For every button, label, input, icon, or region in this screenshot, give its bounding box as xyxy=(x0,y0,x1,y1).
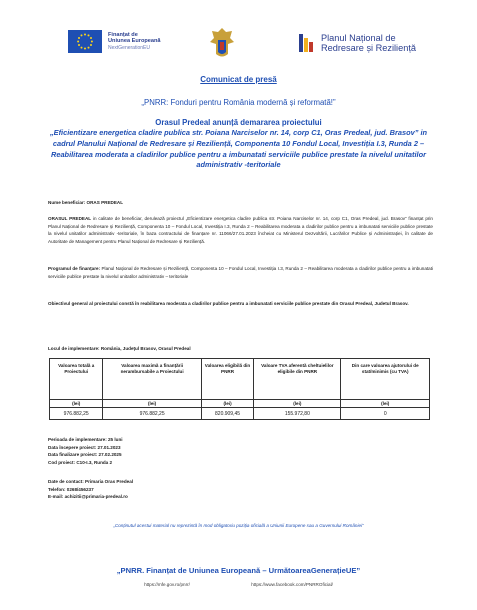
eu-logo-line1: Finanțat de xyxy=(108,31,138,38)
table-header-cell: Din care valoarea ajutorului de stat/minimis (cu TVA) xyxy=(341,359,430,400)
table-value-cell: 976.882,25 xyxy=(103,408,201,420)
table-header-cell: Valoarea eligibilă din PNRR xyxy=(201,359,253,400)
pnrr-logo-line1: Planul Național de xyxy=(321,33,396,43)
general-objective: Obiectivul general al proiectului constă în reabilitarea moderata a cladirilor publice pentru a imbunatati serviciile publice prestate din Orasul Predeal, Judetul Brasov. xyxy=(48,301,409,306)
beneficiary-name: Nume beneficiar: ORAS PREDEAL xyxy=(48,200,124,205)
table-value-cell: 0 xyxy=(341,408,430,420)
eu-logo-text xyxy=(108,32,161,52)
project-announcement: Orasul Predeal anunță demararea proiectului xyxy=(155,118,322,127)
eu-logo-line3: NextGenerationEU xyxy=(108,44,150,51)
pnrr-slogan: „PNRR: Fonduri pentru România modernă și reformată!” xyxy=(141,98,336,107)
contact-phone: Telefon: 0268/456237 xyxy=(48,486,94,492)
table-header-cell: Valoarea maximă a finanțării nerambursabile a Proiectului xyxy=(103,359,201,400)
romania-coat-of-arms-icon xyxy=(208,26,236,60)
table-unit-cell: (lei) xyxy=(341,400,430,408)
period-end-date: Data finalizare proiect: 27.02.2025 xyxy=(48,452,122,458)
contact-name: Date de contact: Primaria Oras Predeal xyxy=(48,479,134,484)
eu-logo-line2: Uniunea Europeană xyxy=(108,38,161,45)
pnrr-logo-line2: Redresare și Reziliență xyxy=(321,43,416,53)
table-unit-cell: (lei) xyxy=(254,400,341,408)
mfe-link[interactable]: https://mfe.gov.ro/pnrr/ xyxy=(144,582,190,587)
beneficiary-text: in calitate de beneficiar, derulează proiectul „Eficientizare energetica cladire publica str. Poiana Narciselor nr. 14, corp C1, Oras Predeal, jud. Brasov” finanțat prin Planul Național de Redresare și Reziliență, Componenta 10 – Fondul Local, Investiția I.3, Runda 2 – Reabilitarea moderata a cladirilor publice pentru a imbunatati serviciile publice prestate la nivelul unitatilor administrativ -teritoriale, în baza contractului de finanțare nr. 11066/27.01.2023 încheiat cu Ministerul Dezvoltării, Lucrărilor Publice și Administrației, în calitate de Autoritate de Management pentru Planul Național de Redresare și Reziliență. xyxy=(48,216,433,244)
contact-details xyxy=(48,478,433,501)
table-header-cell: Valoare TVA aferentă cheltuielilor eligibile din PNRR xyxy=(254,359,341,400)
logo-header xyxy=(0,26,477,62)
table-value-cell: 155.972,80 xyxy=(254,408,341,420)
table-row xyxy=(50,408,430,420)
contact-email: E-mail: achizitii@primaria-predeal.ro xyxy=(48,494,128,500)
table-unit-row xyxy=(50,400,430,408)
table-header-cell: Valoarea totală a Proiectului xyxy=(50,359,103,400)
eu-funding-logo xyxy=(68,30,161,53)
implementation-period xyxy=(48,436,433,466)
table-value-cell: 976.882,25 xyxy=(50,408,103,420)
project-title: „Eficientizare energetica cladire publica str. Poiana Narciselor nr. 14, corp C1, Oras Predeal, jud. Brasov” in cadrul Planului Național de Redresare și Reziliență, Componenta 10 Fondul Local, Investiția I.3, Runda 2 – Reabilitarea moderata a cladirilor publice pentru a imbunatati serviciile publice prestate la nivelul unitatilor administrativ -teritoriale xyxy=(49,128,428,170)
press-release-title: Comunicat de presă xyxy=(200,75,277,84)
beneficiary-lead: ORASUL PREDEAL xyxy=(48,216,92,221)
footer-slogan: „PNRR. Finanțat de Uniunea Europeană – UrmătoareaGenerațieUE” xyxy=(116,566,361,575)
footer-links xyxy=(0,582,477,587)
eu-flag-icon xyxy=(68,30,102,53)
disclaimer: „Conținutul acestui material nu reprezintă în mod obligatoriu poziția oficială a Uniunii Europene sau a Guvernului României” xyxy=(113,523,364,528)
pnrr-logo xyxy=(298,32,416,54)
pnrr-logo-icon xyxy=(298,32,316,54)
table-unit-cell: (lei) xyxy=(103,400,201,408)
facebook-link[interactable]: https://www.facebook.com/PNRROficial/ xyxy=(251,582,333,587)
funding-program-text: Planul Național de Redresare și Reziliență, Componenta 10 – Fondul Local, Investiția I.3, Runda 2 – Reabilitarea moderata a cladirilor publice pentru a imbunatati serviciile publice prestate la nivelul unitatilor administrativ – teritoriale xyxy=(48,266,433,279)
funding-program-paragraph xyxy=(48,265,433,280)
table-value-cell: 820.909,45 xyxy=(201,408,253,420)
pnrr-logo-text xyxy=(321,33,416,53)
project-code: Cod proiect: C10-I.3, Runda 2 xyxy=(48,459,113,465)
table-unit-cell: (lei) xyxy=(50,400,103,408)
financial-values-table xyxy=(49,358,430,420)
period-duration: Perioada de implementare: 25 luni xyxy=(48,437,123,442)
funding-program-lead: Programul de finanțare: xyxy=(48,266,101,271)
beneficiary-paragraph xyxy=(48,215,433,245)
implementation-location: Locul de implementare: România, Judeţul Brasov, Orasul Predeal xyxy=(48,346,191,351)
table-header-row xyxy=(50,359,430,400)
period-start-date: Data începere proiect: 27.01.2023 xyxy=(48,444,121,450)
table-unit-cell: (lei) xyxy=(201,400,253,408)
